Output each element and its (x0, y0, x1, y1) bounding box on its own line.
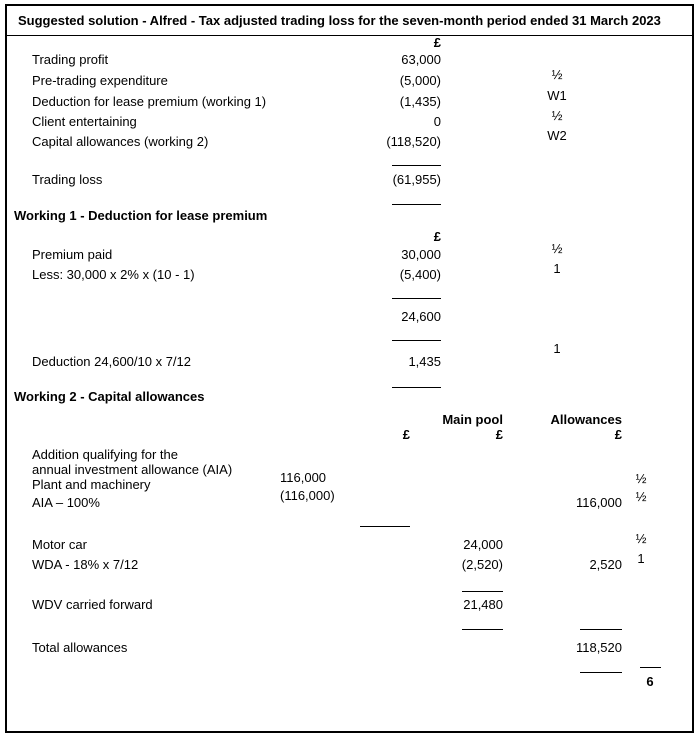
table-row (7, 241, 692, 263)
working2-pound-row (7, 427, 692, 443)
main-pool-column-header: Main pool (442, 412, 503, 427)
subtotal-rule (392, 340, 441, 341)
pound-column-header: £ (433, 229, 441, 244)
total-marks: 6 (646, 674, 654, 689)
total-rule (462, 629, 503, 630)
mark-cell: 1 (553, 341, 561, 356)
row-amount: 0 (433, 114, 441, 129)
cost-amount: 116,000 (280, 470, 327, 485)
pound-column-header: £ (402, 427, 410, 442)
row-label: Less: 30,000 x 2% x (10 - 1) (32, 267, 195, 282)
row-label: Total allowances (32, 640, 128, 655)
main-pool-amount: 21,480 (463, 597, 503, 612)
table-row (7, 88, 692, 110)
working1-header-row (7, 229, 692, 245)
row-amount: (5,000) (399, 73, 441, 88)
section-heading: Working 2 - Capital allowances (14, 389, 205, 404)
row-label: Plant and machinery (32, 477, 151, 492)
mark-cell: ½ (551, 241, 563, 256)
table-row (7, 108, 692, 130)
row-label: Pre-trading expenditure (32, 73, 168, 88)
main-pool-amount: 24,000 (463, 537, 503, 552)
row-amount: (5,400) (399, 267, 441, 282)
row-amount: 1,435 (408, 354, 441, 369)
row-label: Motor car (32, 537, 87, 552)
table-row (7, 470, 692, 493)
subtotal-rule (392, 298, 441, 299)
total-rule (392, 387, 441, 388)
total-rule (392, 204, 441, 205)
table-row (7, 52, 692, 68)
total-rule (580, 672, 622, 673)
row-label: AIA – 100% (32, 495, 100, 510)
row-label: Addition qualifying for the (32, 447, 178, 462)
mark-cell: W2 (547, 128, 567, 143)
subtotal-rule (580, 629, 622, 630)
row-label: Trading loss (32, 172, 103, 187)
table-row (7, 128, 692, 150)
mark-cell: ½ (635, 531, 647, 546)
subtotal-rule (360, 526, 410, 527)
row-label: Client entertaining (32, 114, 137, 129)
allowance-amount: 116,000 (575, 495, 622, 510)
subtotal-rule (462, 591, 503, 592)
allowance-amount: 118,520 (575, 640, 622, 655)
row-label: WDA - 18% x 7/12 (32, 557, 139, 572)
row-label: Deduction 24,600/10 x 7/12 (32, 354, 192, 369)
table-row (7, 447, 692, 463)
working2-columns-row (7, 412, 692, 428)
subtotal-rule (392, 165, 441, 166)
allowance-amount: 2,520 (589, 557, 622, 572)
mark-cell: 1 (553, 261, 561, 276)
mark-cell: ½ (551, 108, 563, 123)
mark-cell: W1 (547, 88, 567, 103)
pound-column-header: £ (495, 427, 503, 442)
row-amount: 30,000 (401, 247, 441, 262)
marks-total-row (7, 674, 692, 690)
row-amount: (1,435) (399, 94, 441, 109)
table-row (7, 488, 692, 511)
working1-heading-row (7, 208, 692, 224)
row-label: Premium paid (32, 247, 113, 262)
main-pool-amount: (2,520) (461, 557, 503, 572)
row-label: Deduction for lease premium (working 1) (32, 94, 267, 109)
mark-cell: ½ (635, 471, 647, 486)
table-row (7, 462, 692, 478)
mark-cell: 1 (637, 551, 645, 566)
row-amount: 24,600 (401, 309, 441, 324)
marks-total-rule (640, 667, 661, 668)
mark-cell: ½ (551, 67, 563, 82)
subtotal-row (7, 309, 692, 325)
row-label: Trading profit (32, 52, 109, 67)
table-row (7, 551, 692, 573)
row-label: annual investment allowance (AIA) (32, 462, 233, 477)
row-label: WDV carried forward (32, 597, 153, 612)
document-border (5, 4, 694, 733)
section-heading: Working 1 - Deduction for lease premium (14, 208, 268, 223)
table-row (7, 597, 692, 613)
total-row (7, 640, 692, 656)
page-title: Suggested solution - Alfred - Tax adjusted trading loss for the seven-month period ended 31 March 2023 (7, 6, 692, 36)
row-amount: 63,000 (401, 52, 441, 67)
table-row (7, 261, 692, 283)
row-amount: (61,955) (392, 172, 441, 187)
row-label: Capital allowances (working 2) (32, 134, 209, 149)
table-row (7, 341, 692, 370)
pound-column-header: £ (614, 427, 622, 442)
total-row (7, 172, 692, 188)
table-row (7, 531, 692, 553)
table-row (7, 67, 692, 89)
allowances-column-header: Allowances (550, 412, 622, 427)
mark-cell: ½ (635, 489, 647, 504)
cost-amount: (116,000) (280, 488, 335, 503)
statement-header-row (7, 35, 692, 51)
working2-heading-row (7, 389, 692, 405)
row-amount: (118,520) (386, 134, 441, 149)
pound-column-header: £ (433, 35, 441, 50)
